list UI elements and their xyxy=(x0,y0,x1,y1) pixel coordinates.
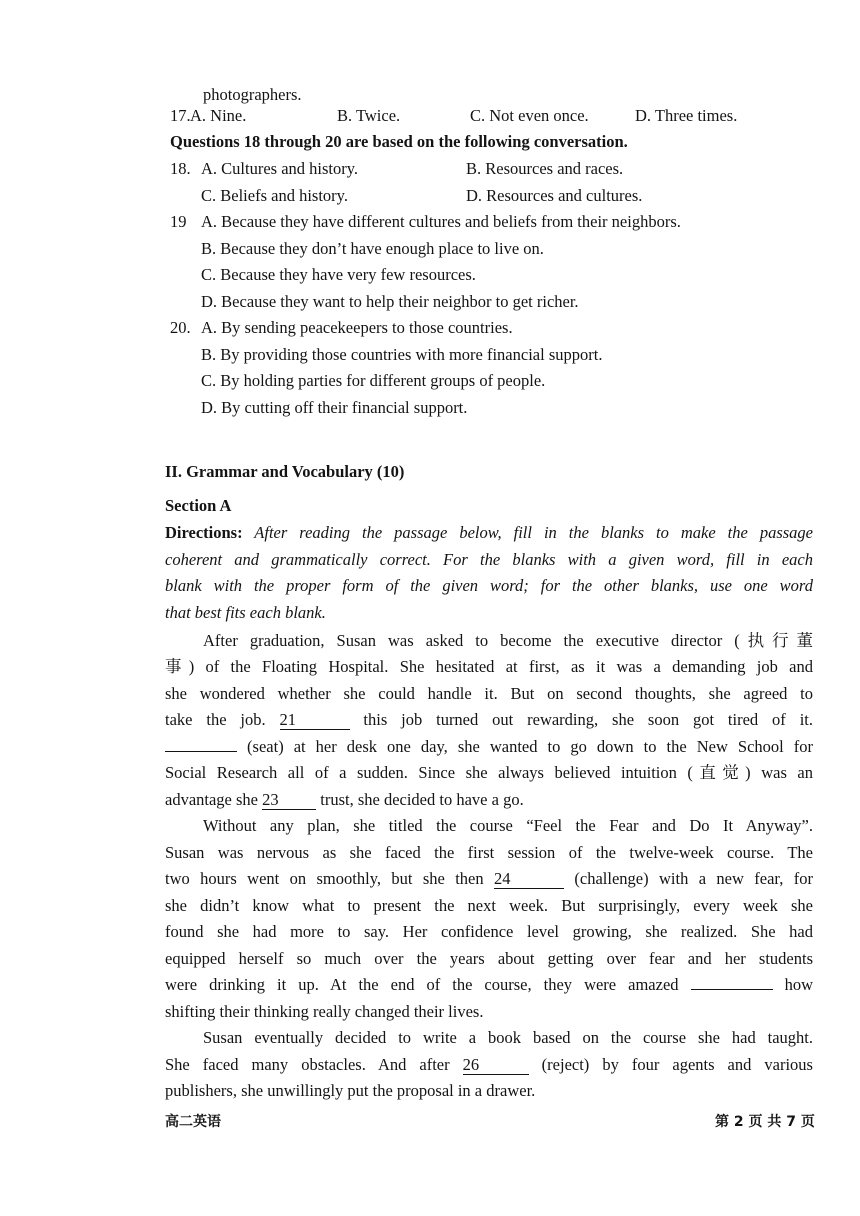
option-c: C. Because they have very few resources. xyxy=(201,265,476,284)
option-c: C. Not even once. xyxy=(470,106,589,125)
passage-line: Without any plan, she titled the course “Feel the Fear and Do It Anyway”. xyxy=(203,816,813,835)
option-c: C. Beliefs and history. xyxy=(201,186,348,205)
option-b: B. By providing those countries with more financial support. xyxy=(201,345,603,364)
option-c: C. By holding parties for different groups of people. xyxy=(201,371,546,390)
blank-26: 26 xyxy=(463,1056,529,1075)
question-number: 18. xyxy=(170,159,191,178)
passage-line: shifting their thinking really changed their lives. xyxy=(165,1002,484,1021)
footer-subject: 高二英语 xyxy=(165,1114,221,1130)
option-a: A. Because they have different cultures and beliefs from their neighbors. xyxy=(201,212,681,231)
passage-line: take the job. 21 this job turned out rewarding, she soon got tired of it. xyxy=(165,710,813,729)
conversation-header: Questions 18 through 20 are based on the following conversation. xyxy=(170,132,628,151)
part-title: II. Grammar and Vocabulary (10) xyxy=(165,462,405,481)
passage-line: (seat) at her desk one day, she wanted to go down to the New School for xyxy=(165,734,813,760)
question-20 xyxy=(170,317,790,421)
passage-line: Social Research all of a sudden. Since she always believed intuition (直觉) was an xyxy=(165,763,813,782)
option-b: B. Twice. xyxy=(337,106,401,125)
question-number: 17. xyxy=(170,106,191,125)
directions-label: Directions: xyxy=(165,523,243,542)
question-number: 20. xyxy=(170,318,191,337)
option-b: B. Resources and races. xyxy=(466,159,624,178)
directions-line: that best fits each blank. xyxy=(165,603,326,622)
passage-line: She faced many obstacles. And after 26 (reject) by four agents and various xyxy=(165,1055,813,1074)
passage-line: two hours went on smoothly, but she then 24 (challenge) with a new fear, for xyxy=(165,869,814,888)
passage-line: publishers, she unwillingly put the proposal in a drawer. xyxy=(165,1081,536,1100)
section-title: Section A xyxy=(165,496,232,515)
blank-21: 21 xyxy=(280,711,350,730)
question-18 xyxy=(170,158,770,208)
option-a: A. Cultures and history. xyxy=(201,159,359,178)
option-a: A. Nine. xyxy=(190,106,247,125)
option-d: D. Resources and cultures. xyxy=(466,186,643,205)
passage-line: equipped herself so much over the years about getting over fear and her students xyxy=(165,949,813,968)
option-d: D. Three times. xyxy=(635,106,738,125)
question-17 xyxy=(170,105,770,127)
footer-page-number: 第 2 页 共 7 页 xyxy=(715,1114,815,1130)
option-a: A. By sending peacekeepers to those countries. xyxy=(201,318,513,337)
passage-line: Susan was nervous as she faced the first session of the twelve-week course. The xyxy=(165,843,813,862)
passage-line: were drinking it up. At the end of the course, they were amazed how xyxy=(165,975,814,994)
passage-line: 事) of the Floating Hospital. She hesitated at first, as it was a demanding job and xyxy=(165,657,813,676)
passage-line: she didn’t know what to present the next week. But surprisingly, every week she xyxy=(165,896,813,915)
passage-line: found she had more to say. Her confidence level growing, she realized. She had xyxy=(165,922,813,941)
blank-24: 24 xyxy=(494,870,564,889)
passage-line: After graduation, Susan was asked to become the executive director (执行董 xyxy=(203,631,813,650)
passage-line: she wondered whether she could handle it. But on second thoughts, she agreed to xyxy=(165,684,813,703)
option-d: D. By cutting off their financial support. xyxy=(201,398,468,417)
option-d: D. Because they want to help their neighbor to get richer. xyxy=(201,292,579,311)
passage-line: advantage she 23 trust, she decided to have a go. xyxy=(165,790,524,809)
directions-line: Directions: After reading the passage below, fill in the blanks to make the passage xyxy=(165,523,813,542)
directions-line: blank with the proper form of the given word; for the other blanks, use one word xyxy=(165,576,813,595)
blank-22 xyxy=(165,751,237,752)
blank-25 xyxy=(691,989,773,990)
blank-23: 23 xyxy=(262,791,316,810)
question-number: 19 xyxy=(170,212,187,231)
passage-line: Susan eventually decided to write a book based on the course she had taught. xyxy=(203,1028,813,1047)
option-b: B. Because they don’t have enough place to live on. xyxy=(201,239,544,258)
question-19 xyxy=(170,211,790,315)
directions-line: coherent and grammatically correct. For the blanks with a given word, fill in each xyxy=(165,550,813,569)
continued-text: photographers. xyxy=(203,85,302,104)
